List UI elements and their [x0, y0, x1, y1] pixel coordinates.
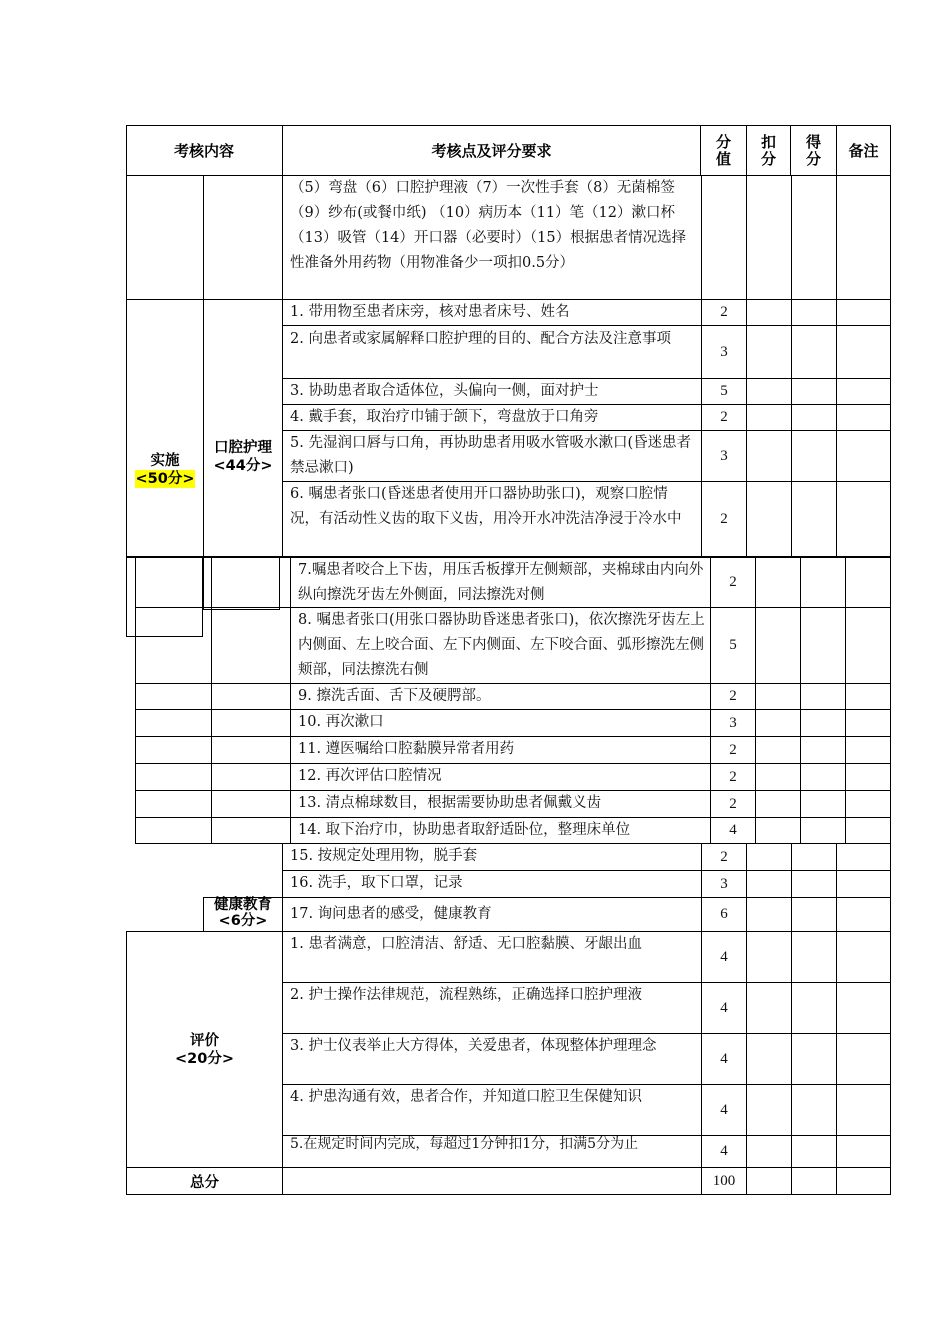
obtained-cell	[791, 982, 837, 1034]
total-score: 100	[712, 1172, 736, 1189]
obtained-cell	[791, 1084, 837, 1136]
oral-care-label: 口腔护理 <44分>	[213, 440, 273, 474]
deduct-cell	[746, 299, 792, 326]
remarks-cell	[845, 817, 891, 844]
remarks-cell	[836, 931, 891, 983]
header-obtained: 得 分	[805, 132, 821, 168]
remarks-cell	[836, 404, 891, 431]
obtained-cell	[791, 325, 837, 379]
left-blank	[135, 683, 212, 710]
prep-obtained-cell	[791, 176, 837, 300]
left-blank	[211, 736, 291, 764]
item-text: 2. 向患者或家属解释口腔护理的目的、配合方法及注意事项	[290, 331, 671, 347]
header-remarks: 备注	[848, 142, 879, 160]
left-blank	[135, 763, 212, 791]
prep-col1	[126, 176, 204, 300]
prep-remarks-cell	[836, 176, 891, 300]
obtained-cell	[791, 378, 837, 405]
deduct-cell	[746, 1135, 792, 1168]
item-text: 4. 护患沟通有效，患者合作，并知道口腔卫生保健知识	[290, 1089, 642, 1105]
item-text: 1. 患者满意，口腔清洁、舒适、无口腔黏膜、牙龈出血	[290, 936, 642, 952]
deduct-cell	[746, 982, 792, 1034]
deduct-cell	[746, 931, 792, 983]
item-score: 4	[720, 948, 728, 965]
left-blank	[211, 817, 291, 844]
remarks-cell	[836, 481, 891, 557]
item-text: 3. 护士仪表举止大方得体，关爱患者，体现整体护理理念	[290, 1038, 657, 1054]
left-blank	[135, 817, 212, 844]
left-blank	[211, 683, 291, 710]
deduct-cell	[746, 1084, 792, 1136]
item-score: 6	[720, 906, 728, 922]
remarks-cell	[836, 982, 891, 1034]
obtained-cell	[791, 481, 837, 557]
remarks-cell	[836, 1084, 891, 1136]
deduct-cell	[746, 404, 792, 431]
item-score: 3	[720, 343, 728, 360]
deduct-cell	[755, 817, 801, 844]
impl-label-cell	[126, 299, 204, 557]
deduct-cell	[746, 481, 792, 557]
obtained-cell	[791, 430, 837, 482]
deduct-cell	[755, 607, 801, 684]
remarks-cell	[836, 897, 891, 932]
total-label: 总分	[190, 1174, 219, 1191]
obtained-cell	[791, 1167, 837, 1195]
impl-label: 实施 <50分>	[135, 453, 195, 487]
item-score: 2	[729, 574, 737, 590]
left-blank	[135, 736, 212, 764]
remarks-cell	[836, 1135, 891, 1168]
deduct-cell	[746, 1033, 792, 1085]
item-score: 2	[720, 848, 728, 865]
item-text: 17. 询问患者的感受，健康教育	[290, 906, 492, 922]
obtained-cell	[791, 843, 837, 871]
prep-col2	[203, 176, 283, 300]
deduct-cell	[746, 897, 792, 932]
obtained-cell	[800, 817, 846, 844]
left-blank	[135, 607, 212, 684]
remarks-cell	[845, 709, 891, 737]
item-score: 2	[720, 304, 728, 320]
obtained-cell	[791, 299, 837, 326]
item-score: 3	[720, 447, 728, 464]
item-text: 8. 嘱患者张口(用张口器协助昏迷患者张口)，依次擦洗牙齿左上内侧面、左上咬合面、左下内侧面、左下咬合面、弧形擦洗左侧颊部，同法擦洗右侧	[298, 612, 705, 678]
item-text: 14. 取下治疗巾，协助患者取舒适卧位，整理床单位	[298, 822, 631, 838]
item-text: 1. 带用物至患者床旁，核对患者床号、姓名	[290, 304, 570, 320]
remarks-cell	[845, 607, 891, 684]
prep-items-text: （5）弯盘（6）口腔护理液（7）一次性手套（8）无菌棉签（9）纱布(或餐巾纸) （10）病历本（11）笔（12）漱口杯（13）吸管（14）开口器（必要时）（15）根据患者情况选择性准备外用药物（用物准备少一项扣0.5分）	[290, 180, 687, 271]
obtained-cell	[800, 683, 846, 710]
prep-deduct-cell	[746, 176, 792, 300]
remarks-cell	[845, 790, 891, 818]
prep-score-cell	[701, 176, 747, 300]
left-blank	[135, 557, 212, 608]
left-blank	[211, 557, 291, 608]
left-blank	[135, 790, 212, 818]
obtained-cell	[791, 404, 837, 431]
item-score: 3	[729, 714, 737, 731]
deduct-cell	[755, 790, 801, 818]
left-blank	[211, 709, 291, 737]
evaluation-label: 评价 <20分>	[175, 1033, 234, 1067]
remarks-cell	[845, 557, 891, 608]
oral-care-label-cell	[203, 299, 283, 557]
remarks-cell	[836, 870, 891, 898]
obtained-cell	[791, 1033, 837, 1085]
item-score: 5	[720, 383, 728, 399]
left-blank	[211, 607, 291, 684]
item-text: 2. 护士操作法律规范，流程熟练，正确选择口腔护理液	[290, 987, 642, 1003]
left-blank	[211, 790, 291, 818]
remarks-cell	[836, 843, 891, 871]
item-score: 2	[729, 688, 737, 704]
deduct-cell	[746, 1167, 792, 1195]
obtained-cell	[800, 736, 846, 764]
item-score: 4	[720, 1143, 728, 1159]
obtained-cell	[791, 931, 837, 983]
obtained-cell	[791, 870, 837, 898]
deduct-cell	[746, 870, 792, 898]
item-text: 11. 遵医嘱给口腔黏膜异常者用药	[298, 741, 515, 757]
item-text: 16. 洗手，取下口罩，记录	[290, 875, 463, 891]
header-deduct: 扣 分	[760, 132, 776, 168]
item-score: 2	[720, 409, 728, 425]
deduct-cell	[746, 430, 792, 482]
header-content: 考核内容	[173, 142, 234, 160]
left-blank	[135, 709, 212, 737]
obtained-cell	[791, 1135, 837, 1168]
item-text: 3. 协助患者取合适体位，头偏向一侧，面对护士	[290, 383, 599, 399]
item-score: 4	[720, 1101, 728, 1118]
remarks-cell	[836, 378, 891, 405]
remarks-cell	[836, 430, 891, 482]
remarks-cell	[836, 1033, 891, 1085]
item-score: 4	[720, 999, 728, 1016]
item-text: 13. 清点棉球数目，根据需要协助患者佩戴义齿	[298, 795, 602, 811]
obtained-cell	[800, 790, 846, 818]
deduct-cell	[755, 709, 801, 737]
item-text: 5. 先湿润口唇与口角，再协助患者用吸水管吸水漱口(昏迷患者禁忌漱口)	[290, 435, 692, 476]
obtained-cell	[800, 607, 846, 684]
item-text: 6. 嘱患者张口(昏迷患者使用开口器协助张口)，观察口腔情况，有活动性义齿的取下义齿，用冷开水冲洗洁净浸于冷水中	[290, 486, 682, 527]
item-score: 5	[729, 637, 737, 653]
deduct-cell	[755, 557, 801, 608]
remarks-cell	[845, 683, 891, 710]
obtained-cell	[800, 763, 846, 791]
item-text: 9. 擦洗舌面、舌下及硬腭部。	[298, 688, 491, 704]
item-text: 7.嘱患者咬合上下齿，用压舌板撑开左侧颊部，夹棉球由内向外纵向擦洗牙齿左外侧面，同法擦洗对侧	[298, 562, 704, 603]
health-ed-label: 健康教育 <6分>	[214, 897, 272, 929]
item-score: 3	[720, 875, 728, 892]
item-score: 4	[720, 1050, 728, 1067]
deduct-cell	[746, 325, 792, 379]
item-score: 2	[729, 795, 737, 812]
deduct-cell	[755, 736, 801, 764]
header-requirements: 考核点及评分要求	[431, 142, 552, 160]
deduct-cell	[746, 378, 792, 405]
remarks-cell	[836, 1167, 891, 1195]
item-text: 5.在规定时间内完成，每超过1分钟扣1分，扣满5分为止	[290, 1136, 639, 1152]
header-score-value: 分 值	[715, 132, 731, 168]
obtained-cell	[791, 897, 837, 932]
obtained-cell	[800, 709, 846, 737]
deduct-cell	[755, 683, 801, 710]
remarks-cell	[845, 736, 891, 764]
left-blank	[211, 763, 291, 791]
remarks-cell	[845, 763, 891, 791]
item-text: 4. 戴手套，取治疗巾铺于颌下，弯盘放于口角旁	[290, 409, 599, 425]
item-score: 4	[729, 822, 737, 838]
item-score: 2	[729, 741, 737, 758]
item-text: 12. 再次评估口腔情况	[298, 768, 442, 784]
remarks-cell	[836, 299, 891, 326]
obtained-cell	[800, 557, 846, 608]
item-text: 10. 再次漱口	[298, 714, 384, 730]
deduct-cell	[755, 763, 801, 791]
item-text: 15. 按规定处理用物，脱手套	[290, 848, 478, 864]
total-blank	[282, 1167, 702, 1195]
item-score: 2	[720, 510, 728, 527]
deduct-cell	[746, 843, 792, 871]
remarks-cell	[836, 325, 891, 379]
item-score: 2	[729, 768, 737, 785]
